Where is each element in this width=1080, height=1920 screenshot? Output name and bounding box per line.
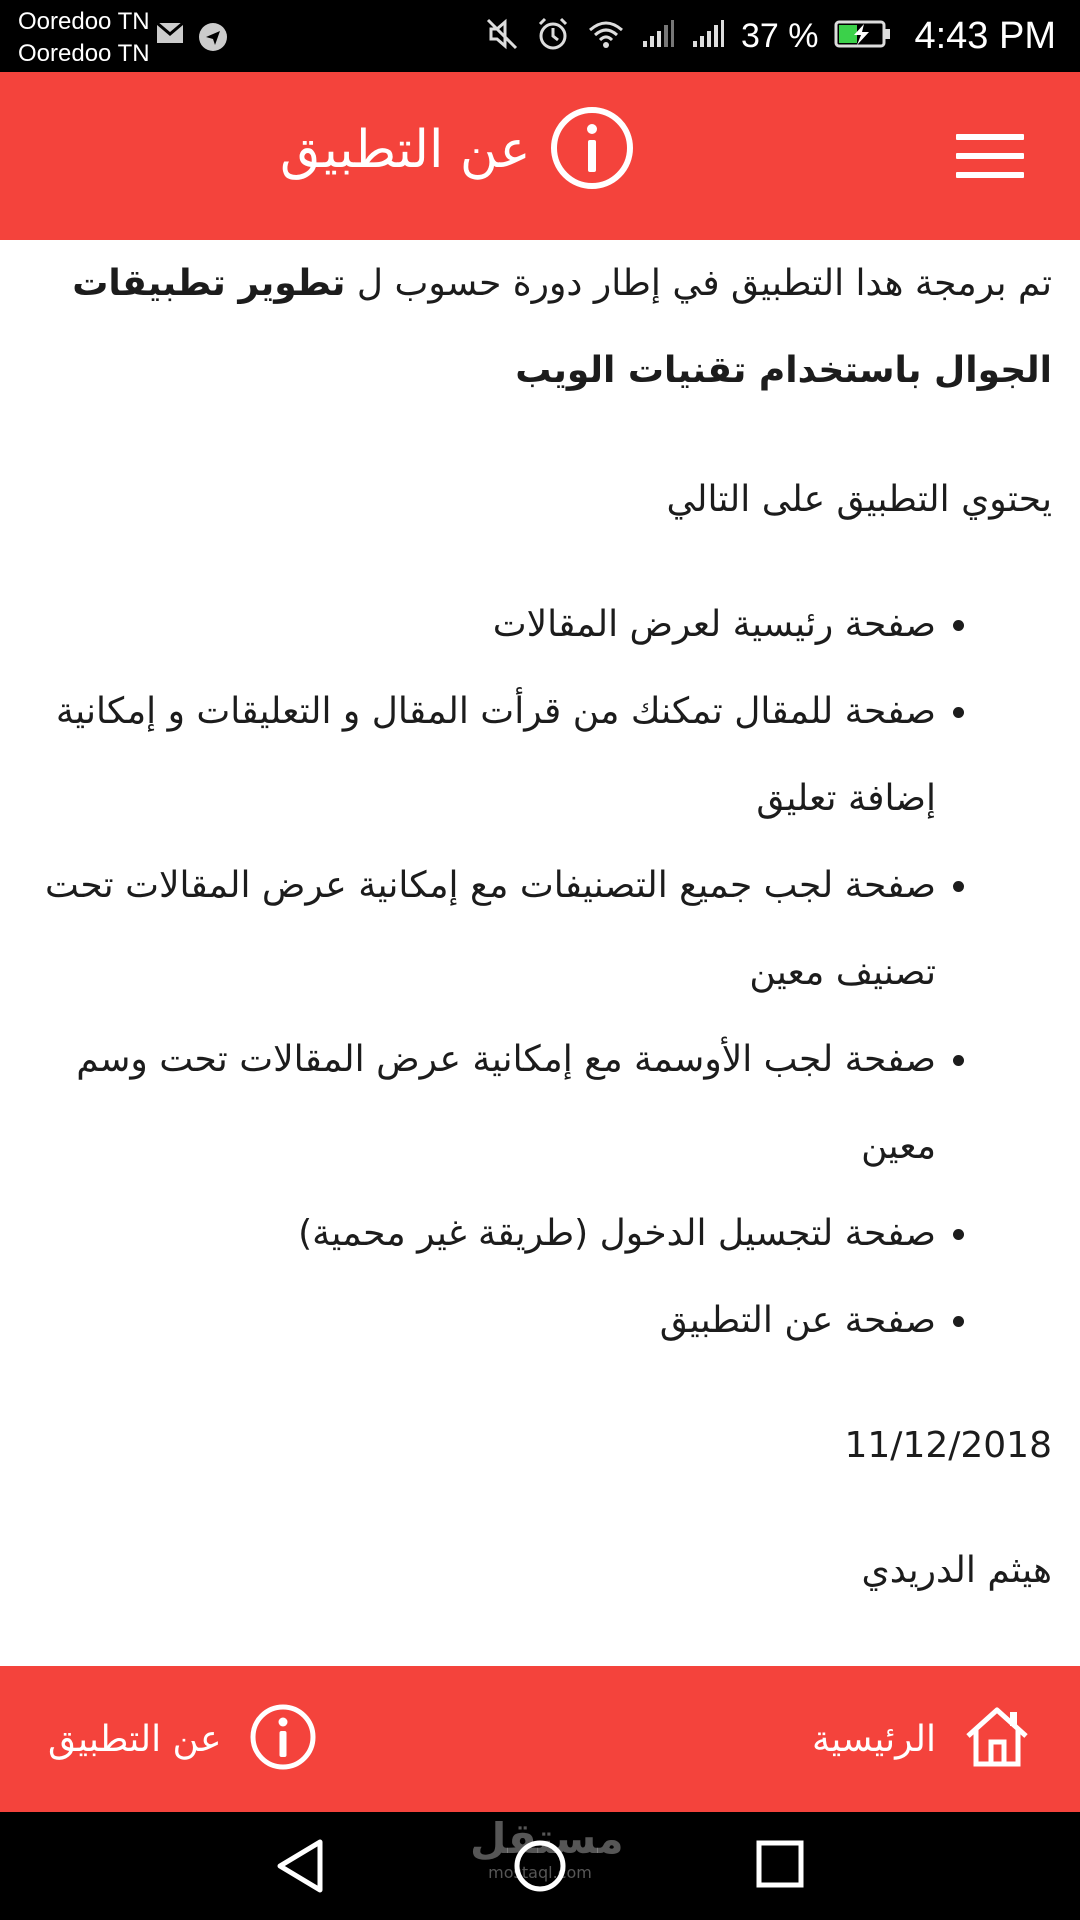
watermark-logo: مستقل — [470, 1814, 624, 1863]
about-content — [28, 240, 1052, 1666]
list-item: • صفحة للمقال تمكنك من قرأت المقال و التعليقات و إمكانية إضافة تعليق — [28, 668, 936, 842]
home-circle-icon[interactable] — [512, 1838, 568, 1898]
nav-home-button[interactable] — [812, 1704, 1030, 1774]
home-icon — [964, 1706, 1030, 1772]
hamburger-menu-icon[interactable] — [956, 134, 1024, 178]
wifi-icon — [587, 18, 625, 55]
nav-about-label: عن التطبيق — [48, 1718, 222, 1760]
battery-charging-icon — [834, 19, 892, 54]
nav-home-label: الرئيسية — [812, 1718, 936, 1760]
contains-label: يحتوي التطبيق على التالي — [666, 479, 1052, 520]
signal-icon — [641, 19, 675, 54]
gmail-icon — [156, 22, 184, 56]
feature-list — [28, 581, 1052, 1364]
info-icon — [249, 1703, 317, 1775]
author-name: هيثم الدريدي — [861, 1550, 1052, 1591]
date: 11/12/2018 — [844, 1425, 1052, 1466]
nav-about-button[interactable] — [48, 1704, 317, 1774]
status-bar — [0, 0, 1080, 72]
bottom-nav — [0, 1666, 1080, 1812]
clock: 4:43 PM — [914, 14, 1056, 57]
signal-icon — [691, 19, 725, 54]
telegram-icon — [198, 22, 228, 56]
intro-course-name: تطوير تطبيقات الجوال باستخدام تقنيات الويب — [72, 263, 1052, 391]
info-icon — [549, 105, 635, 195]
list-item: • صفحة لجب جميع التصنيفات مع إمكانية عرض المقالات تحت تصنيف معين — [28, 842, 936, 1016]
system-nav-bar — [0, 1812, 1080, 1920]
carrier-1: Ooredoo TN — [18, 8, 150, 35]
intro-paragraph — [28, 240, 1052, 414]
list-item: • صفحة لتجسيل الدخول (طريقة غير محمية) — [28, 1190, 936, 1277]
intro-text: تم برمجة هدا التطبيق في إطار دورة حسوب ل — [345, 263, 1052, 304]
page-title: عن التطبيق — [280, 120, 531, 180]
list-item: • صفحة عن التطبيق — [28, 1277, 936, 1364]
carrier-info — [18, 6, 150, 70]
list-item: • صفحة لجب الأوسمة مع إمكانية عرض المقالات تحت وسم معين — [28, 1016, 936, 1190]
app-header — [0, 72, 1080, 240]
watermark-url: mostaql.com — [488, 1863, 592, 1882]
alarm-icon — [535, 16, 571, 57]
carrier-2: Ooredoo TN — [18, 40, 150, 67]
header-title-group — [280, 100, 635, 200]
recent-apps-icon[interactable] — [754, 1838, 806, 1894]
mute-icon — [485, 17, 519, 56]
back-icon[interactable] — [274, 1838, 326, 1898]
battery-percent: 37 % — [740, 16, 819, 55]
list-item: • صفحة رئيسية لعرض المقالات — [28, 581, 936, 668]
